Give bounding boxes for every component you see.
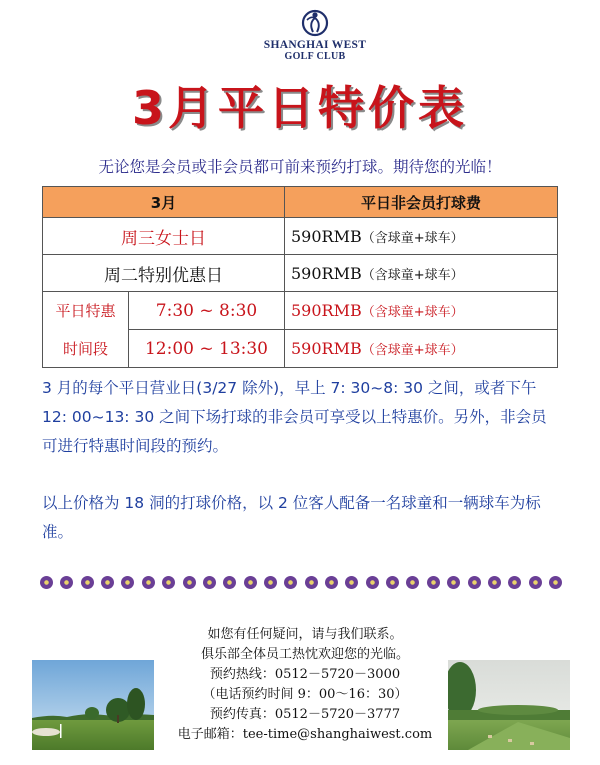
golf-course-photo-right xyxy=(448,660,570,750)
flower-icon xyxy=(366,576,379,589)
flower-icon xyxy=(183,576,196,589)
flower-icon xyxy=(508,576,521,589)
contact-line1: 如您有任何疑问，请与我们联系。 xyxy=(207,627,403,642)
price-value: 590RMB xyxy=(291,263,362,283)
flower-icon xyxy=(81,576,94,589)
row-label-ladies-day: 周三女士日 xyxy=(43,218,285,255)
flower-icon xyxy=(142,576,155,589)
price-value: 590RMB xyxy=(291,339,362,358)
flower-icon xyxy=(325,576,338,589)
header-month: 3月 xyxy=(43,187,285,218)
price-note: （含球童+球车） xyxy=(361,343,464,358)
flower-icon xyxy=(244,576,257,589)
price-value: 590RMB xyxy=(291,226,362,246)
flower-icon xyxy=(60,576,73,589)
header-fee: 平日非会员打球费 xyxy=(285,187,558,218)
price-note: （含球童+球车） xyxy=(361,230,464,246)
flower-icon xyxy=(101,576,114,589)
booking-fax: 预约传真：0512－5720－3777 xyxy=(209,707,401,722)
flower-divider xyxy=(40,574,562,590)
flower-icon xyxy=(488,576,501,589)
row-label-tuesday-special: 周二特别优惠日 xyxy=(43,255,285,292)
row-price xyxy=(285,292,558,330)
table-row xyxy=(43,292,558,330)
table-header-row xyxy=(43,187,558,218)
flower-icon xyxy=(203,576,216,589)
flower-icon xyxy=(162,576,175,589)
flower-icon xyxy=(406,576,419,589)
special-label-line1: 平日特惠 xyxy=(43,292,129,330)
row-price xyxy=(285,255,558,292)
contact-block xyxy=(160,625,450,745)
pricing-note-paragraph: 以上价格为 18 洞的打球价格，以 2 位客人配备一名球童和一辆球车为标准。 xyxy=(42,494,541,541)
contact-email[interactable]: 电子邮箱：tee-time@shanghaiwest.com xyxy=(177,727,433,742)
flower-icon xyxy=(40,576,53,589)
table-row xyxy=(43,218,558,255)
flower-icon xyxy=(284,576,297,589)
row-price xyxy=(285,330,558,368)
booking-hours: （电话预约时间 9：00～16：30） xyxy=(202,687,408,702)
page-title: 3月平日特价表 xyxy=(131,81,468,135)
golf-course-photo-left xyxy=(32,660,154,750)
price-value: 590RMB xyxy=(291,301,362,320)
price-note: （含球童+球车） xyxy=(361,267,464,283)
flower-icon xyxy=(529,576,542,589)
flower-icon xyxy=(345,576,358,589)
flower-icon xyxy=(223,576,236,589)
flower-icon xyxy=(468,576,481,589)
flower-icon xyxy=(386,576,399,589)
flower-icon xyxy=(447,576,460,589)
subtitle: 无论您是会员或非会员都可前来预约打球。期待您的光临！ xyxy=(98,158,502,176)
golfer-emblem-icon xyxy=(301,8,329,38)
flower-icon xyxy=(264,576,277,589)
flower-icon xyxy=(427,576,440,589)
slot-time: 12:00 ~ 13:30 xyxy=(129,330,285,368)
booking-hotline: 预约热线：0512－5720－3000 xyxy=(209,667,401,682)
special-label-line2: 时间段 xyxy=(43,330,129,368)
table-row xyxy=(43,255,558,292)
logo-line1: SHANGHAI WEST xyxy=(263,39,367,51)
flower-icon xyxy=(121,576,134,589)
price-note: （含球童+球车） xyxy=(361,305,464,320)
row-price xyxy=(285,218,558,255)
table-row xyxy=(43,330,558,368)
flower-icon xyxy=(305,576,318,589)
contact-line2: 俱乐部全体员工热忱欢迎您的光临。 xyxy=(200,647,409,662)
logo-line2: GOLF CLUB xyxy=(284,51,346,62)
club-logo xyxy=(250,8,380,72)
slot-time: 7:30 ~ 8:30 xyxy=(129,292,285,330)
flower-icon xyxy=(549,576,562,589)
description-paragraph: 3 月的每个平日营业日(3/27 除外)，早上 7: 30~8: 30 之间，或者下午 12: 00~13: 30 之间下场打球的非会员可享受以上特惠价。另外，非会员可进行特惠时间段的预约。 xyxy=(42,379,547,455)
price-table xyxy=(42,186,558,368)
